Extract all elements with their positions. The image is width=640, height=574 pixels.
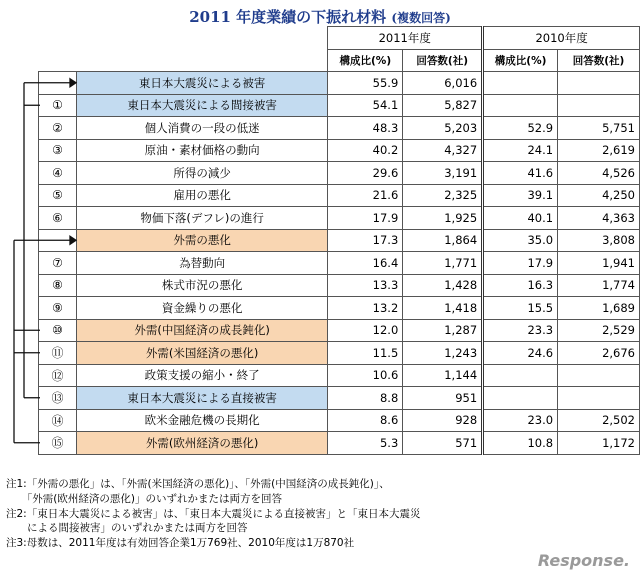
row-label: 欧米金融危機の長期化 — [76, 409, 327, 432]
footnote-line: 注2:「東日本大震災による被害」は、「東日本大震災による直接被害」と「東日本大震災 — [6, 507, 421, 520]
row-label: 原油・素材価格の動向 — [76, 139, 327, 162]
count-2011-cell: 928 — [403, 409, 483, 432]
count-2010-cell: 1,689 — [558, 297, 640, 320]
count-2011-cell: 3,191 — [403, 162, 483, 185]
row-label: 外需(欧州経済の悪化) — [76, 432, 327, 455]
count-2011-cell: 2,325 — [403, 184, 483, 207]
count-2011-cell: 1,428 — [403, 274, 483, 297]
title-text: 2011 年度業績の下振れ材料 — [189, 8, 387, 26]
row-label: 株式市況の悪化 — [76, 274, 327, 297]
year-2010-header: 2010年度 — [483, 27, 640, 50]
row-label: 外需(中国経済の成長鈍化) — [76, 319, 327, 342]
row-label: 政策支援の縮小・終了 — [76, 364, 327, 387]
footnote-line: 注1:「外需の悪化」は、「外需(米国経済の悪化)」、「外需(中国経済の成長鈍化)」、 — [6, 478, 390, 490]
count-2011-cell: 5,827 — [403, 94, 483, 117]
ratio-2011-cell: 29.6 — [328, 162, 403, 185]
ratio-2010-cell: 10.8 — [483, 432, 558, 455]
count-2010-cell: 2,502 — [558, 409, 640, 432]
count-2010-cell: 3,808 — [558, 229, 640, 252]
ratio-2011-cell: 12.0 — [328, 319, 403, 342]
ratio-2010-cell: 23.3 — [483, 319, 558, 342]
row-label: 為替動向 — [76, 252, 327, 275]
ratio-2011-cell: 13.3 — [328, 274, 403, 297]
count-2011-cell: 1,144 — [403, 364, 483, 387]
row-index: ⑫ — [39, 364, 77, 387]
ratio-2010-cell: 52.9 — [483, 117, 558, 140]
count-2010-cell: 1,941 — [558, 252, 640, 275]
count-2010-cell: 1,172 — [558, 432, 640, 455]
row-label: 外需の悪化 — [76, 229, 327, 252]
ratio-2011-cell: 17.9 — [328, 207, 403, 230]
ratio-2010-cell: 24.6 — [483, 342, 558, 365]
count-2010-cell: 4,526 — [558, 162, 640, 185]
year-2011-header: 2011年度 — [328, 27, 483, 50]
count-2010-cell: 4,363 — [558, 207, 640, 230]
ratio-2010-cell: 23.0 — [483, 409, 558, 432]
ratio-2010-cell: 39.1 — [483, 184, 558, 207]
row-index: ③ — [39, 139, 77, 162]
row-label: 個人消費の一段の低迷 — [76, 117, 327, 140]
footnotes — [6, 477, 636, 551]
row-index: ⑤ — [39, 184, 77, 207]
count-2011-cell: 571 — [403, 432, 483, 455]
count-2011-cell: 1,418 — [403, 297, 483, 320]
count-2010-cell: 2,619 — [558, 139, 640, 162]
ratio-2010-cell: 40.1 — [483, 207, 558, 230]
count-2011-header: 回答数(社) — [403, 49, 483, 72]
row-index: ⑬ — [39, 387, 77, 410]
footnote-line: 注3:母数は、2011年度は有効回答企業1万769社、2010年度は1万870社 — [6, 537, 355, 550]
ratio-2010-cell: 24.1 — [483, 139, 558, 162]
row-label: 物価下落(デフレ)の進行 — [76, 207, 327, 230]
count-2010-header: 回答数(社) — [558, 49, 640, 72]
count-2011-cell: 1,243 — [403, 342, 483, 365]
ratio-2011-cell: 16.4 — [328, 252, 403, 275]
count-2011-cell: 951 — [403, 387, 483, 410]
ratio-2011-header: 構成比(%) — [328, 49, 403, 72]
ratio-2011-cell: 17.3 — [328, 229, 403, 252]
row-index: ⑧ — [39, 274, 77, 297]
ratio-2011-cell: 55.9 — [328, 72, 403, 95]
row-label: 外需(米国経済の悪化) — [76, 342, 327, 365]
ratio-2011-cell: 5.3 — [328, 432, 403, 455]
ratio-2010-cell: 17.9 — [483, 252, 558, 275]
count-2011-cell: 5,203 — [403, 117, 483, 140]
ratio-2010-cell: 35.0 — [483, 229, 558, 252]
row-index: ⑥ — [39, 207, 77, 230]
bracket-arrow-icon — [70, 79, 76, 87]
row-label: 東日本大震災による間接被害 — [76, 94, 327, 117]
ratio-2011-cell: 11.5 — [328, 342, 403, 365]
ratio-2011-cell: 10.6 — [328, 364, 403, 387]
ratio-2011-cell: 40.2 — [328, 139, 403, 162]
bracket-arrow-icon — [70, 236, 76, 244]
count-2010-cell: 1,774 — [558, 274, 640, 297]
footnote-line: 「外需(欧州経済の悪化)」のいずれかまたは両方を回答 — [6, 492, 282, 505]
row-label: 東日本大震災による被害 — [76, 72, 327, 95]
ratio-2010-cell: 15.5 — [483, 297, 558, 320]
count-2010-cell: 2,529 — [558, 319, 640, 342]
row-index: ⑩ — [39, 319, 77, 342]
title-subtitle: (複数回答) — [391, 11, 451, 25]
ratio-2010-cell: 16.3 — [483, 274, 558, 297]
ratio-2011-cell: 21.6 — [328, 184, 403, 207]
row-index: ⑮ — [39, 432, 77, 455]
count-2011-cell: 1,287 — [403, 319, 483, 342]
footnote-line: による間接被害」のいずれかまたは両方を回答 — [6, 522, 248, 535]
row-index: ① — [39, 94, 77, 117]
ratio-2010-cell: 41.6 — [483, 162, 558, 185]
row-label: 所得の減少 — [76, 162, 327, 185]
row-label: 雇用の悪化 — [76, 184, 327, 207]
count-2010-cell: 4,250 — [558, 184, 640, 207]
row-index: ⑪ — [39, 342, 77, 365]
ratio-2011-cell: 54.1 — [328, 94, 403, 117]
row-label: 資金繰りの悪化 — [76, 297, 327, 320]
ratio-2010-header: 構成比(%) — [483, 49, 558, 72]
count-2010-cell: 5,751 — [558, 117, 640, 140]
response-logo: Response. — [537, 551, 630, 570]
row-index: ⑭ — [39, 409, 77, 432]
row-index: ② — [39, 117, 77, 140]
ratio-2011-cell: 48.3 — [328, 117, 403, 140]
count-2011-cell: 1,771 — [403, 252, 483, 275]
count-2010-cell: 2,676 — [558, 342, 640, 365]
count-2011-cell: 4,327 — [403, 139, 483, 162]
count-2011-cell: 6,016 — [403, 72, 483, 95]
row-index: ⑦ — [39, 252, 77, 275]
row-index: ④ — [39, 162, 77, 185]
count-2011-cell: 1,864 — [403, 229, 483, 252]
ratio-2011-cell: 8.6 — [328, 409, 403, 432]
row-index: ⑨ — [39, 297, 77, 320]
count-2011-cell: 1,925 — [403, 207, 483, 230]
ratio-2011-cell: 8.8 — [328, 387, 403, 410]
ratio-2011-cell: 13.2 — [328, 297, 403, 320]
row-label: 東日本大震災による直接被害 — [76, 387, 327, 410]
